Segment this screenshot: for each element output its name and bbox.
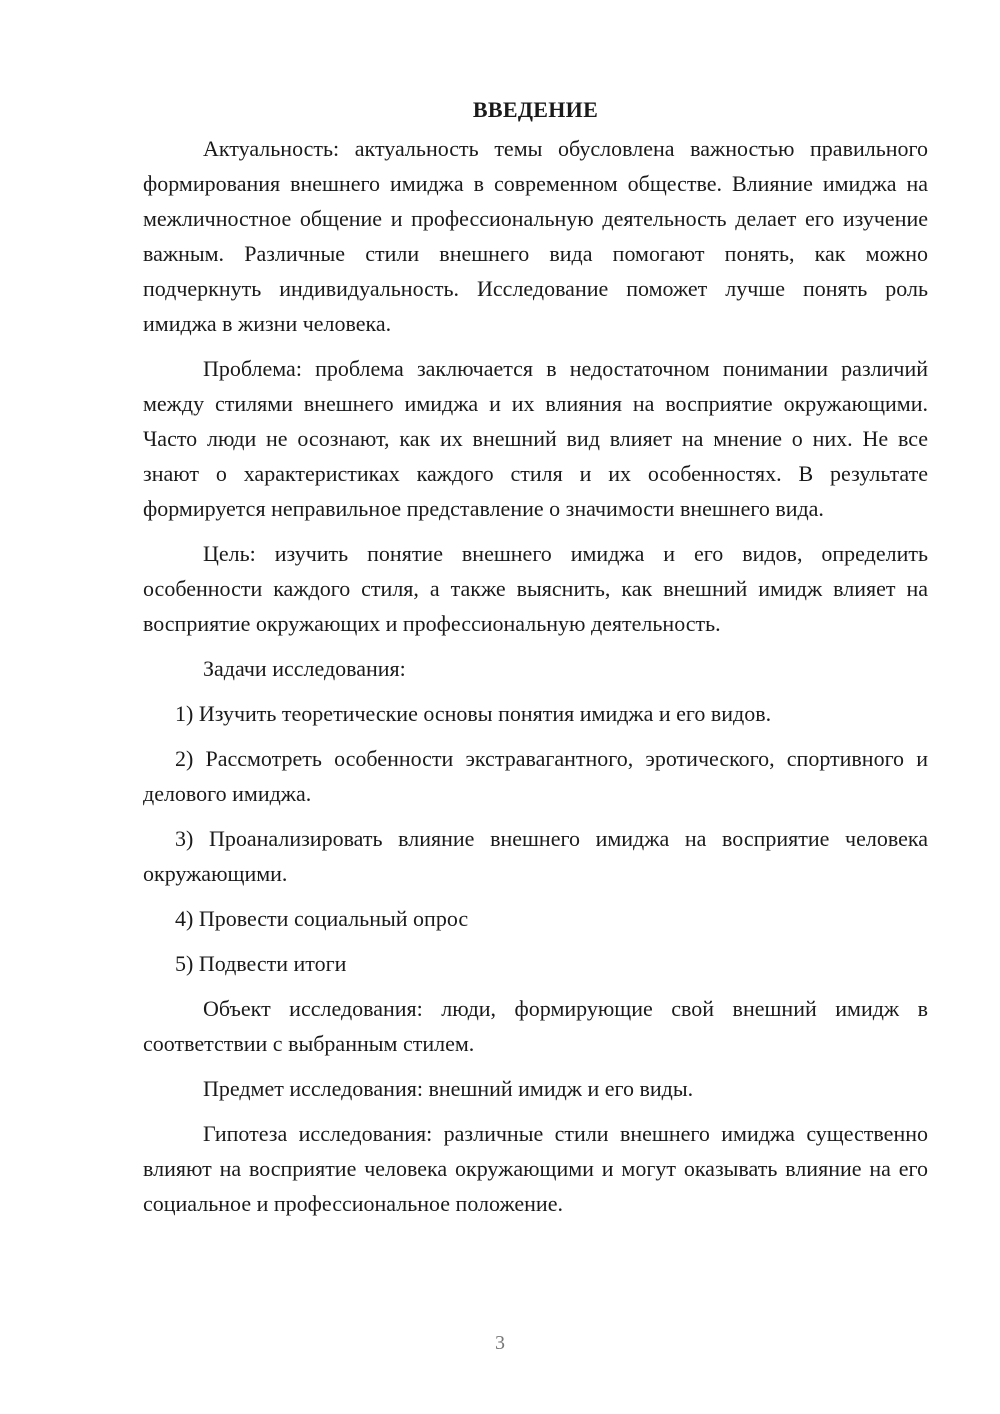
list-item: 4) Провести социальный опрос [175, 906, 469, 931]
list-item: 2) Рассмотреть особенности экстравагантного, эротического, спортивного и делового имиджа. [143, 746, 928, 806]
tasks-list [143, 696, 928, 981]
list-item: 3) Проанализировать влияние внешнего имиджа на восприятие человека окружающими. [143, 826, 928, 886]
paragraph-subject: Предмет исследования: внешний имидж и его виды. [203, 1076, 694, 1101]
paragraph-goal: Цель: изучить понятие внешнего имиджа и его видов, определить особенности каждого стиля, а также выяснить, как внешний имидж влияет на восприятие окружающих и профессиональную деятельность. [143, 541, 928, 636]
tasks-label: Задачи исследования: [203, 656, 406, 681]
paragraph-problem: Проблема: проблема заключается в недостаточном понимании различий между стилями внешнего имиджа и их влияния на восприятие окружающими. Часто люди не осознают, как их внешний вид влияет на мнение о них. Не все знают о характеристиках каждого стиля и их особенностях. В результате формируется неправильное представление о значимости внешнего вида. [143, 356, 928, 521]
paragraph-relevance: Актуальность: актуальность темы обусловлена важностью правильного формирования внешнего имиджа в современном обществе. Влияние имиджа на межличностное общение и профессиональную деятельность делает его изучение важным. Различные стили внешнего вида помогают понять, как можно подчеркнуть индивидуальность. Исследование поможет лучше понять роль имиджа в жизни человека. [143, 136, 928, 336]
document-page [143, 92, 928, 1231]
list-item: 5) Подвести итоги [175, 951, 347, 976]
list-item: 1) Изучить теоретические основы понятия имиджа и его видов. [175, 701, 772, 726]
page-title: ВВЕДЕНИЕ [472, 97, 599, 122]
page-number: 3 [495, 1332, 505, 1354]
paragraph-object: Объект исследования: люди, формирующие свой внешний имидж в соответствии с выбранным стилем. [143, 996, 928, 1056]
paragraph-hypothesis: Гипотеза исследования: различные стили внешнего имиджа существенно влияют на восприятие человека окружающими и могут оказывать влияние на его социальное и профессиональное положение. [143, 1121, 928, 1216]
